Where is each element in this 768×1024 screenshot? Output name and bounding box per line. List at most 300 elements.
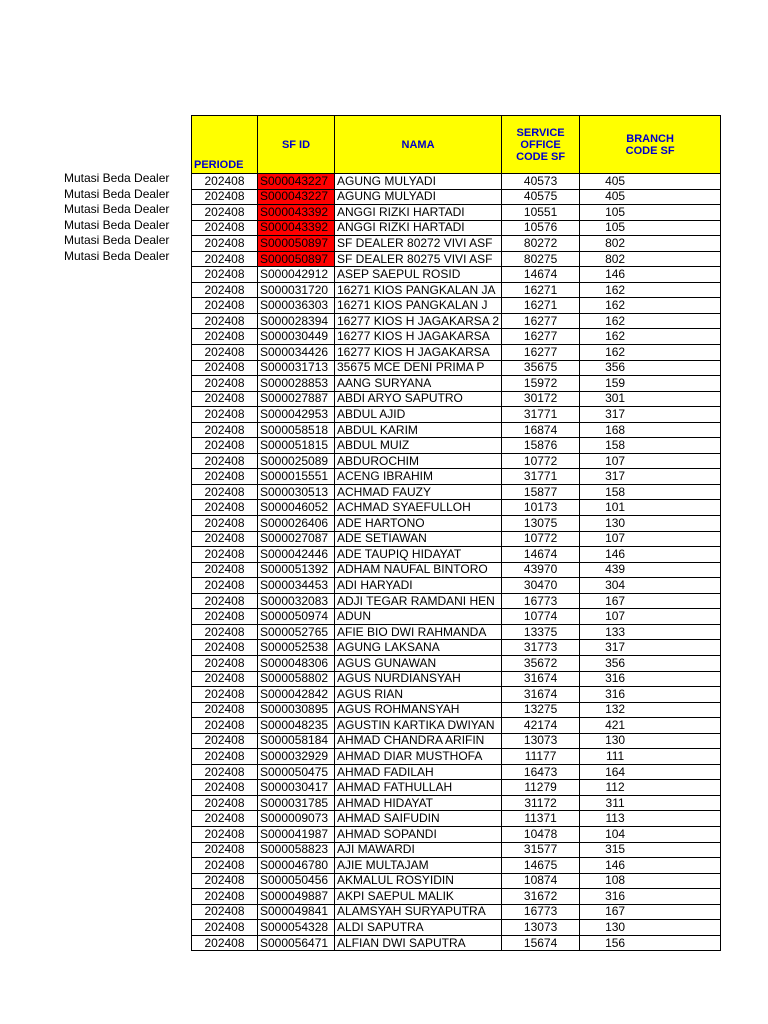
cell-service-office[interactable]: 30470: [502, 578, 580, 594]
cell-branch-value: 802: [605, 235, 626, 250]
cell-nama[interactable]: 16271 KIOS PANGKALAN JA: [335, 282, 502, 298]
cell-branch-value: 316: [605, 671, 626, 686]
cell-periode[interactable]: 202408: [192, 453, 258, 469]
cell-periode[interactable]: 202408: [192, 220, 258, 236]
cell-branch-value: 421: [605, 717, 626, 732]
cell-nama[interactable]: SF DEALER 80272 VIVI ASF: [335, 236, 502, 252]
cell-branch-value: 167: [605, 904, 626, 919]
table-row: [192, 500, 721, 516]
cell-nama[interactable]: AGUNG MULYADI: [335, 174, 502, 190]
note-label: Mutasi Beda Dealer: [64, 248, 170, 263]
cell-branch-value: 130: [605, 920, 626, 935]
cell-branch-value: 301: [605, 391, 626, 406]
cell-periode[interactable]: 202408: [192, 904, 258, 920]
cell-periode[interactable]: 202408: [192, 935, 258, 951]
cell-periode[interactable]: 202408: [192, 531, 258, 547]
cell-periode[interactable]: 202408: [192, 811, 258, 827]
cell-branch[interactable]: [580, 640, 721, 656]
cell-sf-id[interactable]: S000030513: [258, 484, 335, 500]
table-row: [192, 516, 721, 532]
cell-periode[interactable]: 202408: [192, 718, 258, 734]
cell-sf-id[interactable]: S000042842: [258, 687, 335, 703]
cell-nama[interactable]: AGUS ROHMANSYAH: [335, 702, 502, 718]
cell-branch-value: 156: [605, 935, 626, 950]
cell-sf-id[interactable]: S000031713: [258, 360, 335, 376]
cell-sf-id[interactable]: S000051815: [258, 438, 335, 454]
cell-sf-id[interactable]: S000031785: [258, 795, 335, 811]
cell-branch[interactable]: [580, 873, 721, 889]
cell-periode[interactable]: 202408: [192, 407, 258, 423]
header-sf-id[interactable]: SF ID: [258, 116, 335, 174]
cell-sf-id[interactable]: S000030417: [258, 780, 335, 796]
cell-service-office[interactable]: 16773: [502, 904, 580, 920]
cell-branch-value: 105: [605, 220, 626, 235]
cell-sf-id[interactable]: S000009073: [258, 811, 335, 827]
cell-service-office[interactable]: 30172: [502, 391, 580, 407]
cell-sf-id[interactable]: S000058518: [258, 422, 335, 438]
cell-periode[interactable]: 202408: [192, 438, 258, 454]
cell-sf-id[interactable]: S000051392: [258, 562, 335, 578]
cell-service-office[interactable]: 31172: [502, 795, 580, 811]
note-label: Mutasi Beda Dealer: [64, 186, 170, 201]
cell-branch[interactable]: [580, 687, 721, 703]
cell-sf-id[interactable]: S000028853: [258, 376, 335, 392]
cell-branch-value: 317: [605, 406, 626, 421]
cell-branch[interactable]: [580, 422, 721, 438]
cell-sf-id[interactable]: S000049887: [258, 889, 335, 905]
cell-nama[interactable]: AFIE BIO DWI RAHMANDA: [335, 624, 502, 640]
cell-service-office[interactable]: 16874: [502, 422, 580, 438]
cell-branch-value: 101: [605, 500, 626, 515]
cell-sf-id[interactable]: S000056471: [258, 935, 335, 951]
cell-branch[interactable]: [580, 562, 721, 578]
cell-sf-id[interactable]: S000046052: [258, 500, 335, 516]
cell-service-office[interactable]: 31672: [502, 889, 580, 905]
cell-periode[interactable]: 202408: [192, 391, 258, 407]
cell-nama[interactable]: ACHMAD FAUZY: [335, 484, 502, 500]
cell-branch[interactable]: [580, 811, 721, 827]
cell-branch-value: 111: [605, 749, 625, 763]
cell-service-office[interactable]: 31773: [502, 640, 580, 656]
cell-service-office[interactable]: 80272: [502, 236, 580, 252]
table-row: [192, 407, 721, 423]
cell-sf-id[interactable]: S000058184: [258, 733, 335, 749]
cell-branch[interactable]: [580, 624, 721, 640]
table-row: [192, 391, 721, 407]
cell-periode[interactable]: 202408: [192, 702, 258, 718]
cell-periode[interactable]: 202408: [192, 609, 258, 625]
cell-nama[interactable]: AGUSTIN KARTIKA DWIYAN: [335, 718, 502, 734]
cell-branch[interactable]: [580, 671, 721, 687]
cell-service-office[interactable]: 31674: [502, 671, 580, 687]
cell-nama[interactable]: AGUNG LAKSANA: [335, 640, 502, 656]
cell-service-office[interactable]: 35672: [502, 655, 580, 671]
cell-periode[interactable]: 202408: [192, 593, 258, 609]
cell-branch[interactable]: [580, 609, 721, 625]
cell-periode[interactable]: 202408: [192, 484, 258, 500]
cell-periode[interactable]: 202408: [192, 422, 258, 438]
cell-service-office[interactable]: 13375: [502, 624, 580, 640]
cell-sf-id[interactable]: S000042953: [258, 407, 335, 423]
cell-service-office[interactable]: 15674: [502, 935, 580, 951]
cell-branch[interactable]: [580, 251, 721, 267]
cell-periode[interactable]: 202408: [192, 795, 258, 811]
cell-branch[interactable]: [580, 345, 721, 361]
cell-periode[interactable]: 202408: [192, 298, 258, 314]
cell-branch[interactable]: [580, 189, 721, 205]
cell-branch-value: 167: [605, 593, 626, 608]
cell-service-office[interactable]: 16277: [502, 329, 580, 345]
cell-periode[interactable]: 202408: [192, 624, 258, 640]
cell-periode[interactable]: 202408: [192, 205, 258, 221]
cell-periode[interactable]: 202408: [192, 516, 258, 532]
cell-service-office[interactable]: 35675: [502, 360, 580, 376]
cell-periode[interactable]: 202408: [192, 469, 258, 485]
cell-periode[interactable]: 202408: [192, 267, 258, 283]
cell-nama[interactable]: AHMAD FATHULLAH: [335, 780, 502, 796]
cell-sf-id[interactable]: S000042446: [258, 547, 335, 563]
cell-service-office[interactable]: 10774: [502, 609, 580, 625]
cell-sf-id[interactable]: S000043227: [258, 189, 335, 205]
cell-service-office[interactable]: 10173: [502, 500, 580, 516]
cell-branch[interactable]: [580, 780, 721, 796]
cell-service-office[interactable]: 13073: [502, 920, 580, 936]
cell-periode[interactable]: 202408: [192, 500, 258, 516]
cell-branch[interactable]: [580, 500, 721, 516]
table-row: [192, 671, 721, 687]
cell-nama[interactable]: AHMAD CHANDRA ARIFIN: [335, 733, 502, 749]
header-periode[interactable]: PERIODE: [192, 116, 258, 174]
cell-service-office[interactable]: 14675: [502, 858, 580, 874]
cell-service-office[interactable]: 10576: [502, 220, 580, 236]
cell-nama[interactable]: 16277 KIOS H JAGAKARSA 2: [335, 313, 502, 329]
cell-nama[interactable]: ADJI TEGAR RAMDANI HEN: [335, 593, 502, 609]
cell-sf-id[interactable]: S000052765: [258, 624, 335, 640]
cell-sf-id[interactable]: S000041987: [258, 826, 335, 842]
cell-sf-id[interactable]: S000043227: [258, 174, 335, 190]
cell-sf-id[interactable]: S000027887: [258, 391, 335, 407]
cell-periode[interactable]: 202408: [192, 749, 258, 765]
cell-branch-value: 405: [605, 173, 626, 188]
cell-sf-id[interactable]: S000032083: [258, 593, 335, 609]
cell-nama[interactable]: ADHAM NAUFAL BINTORO: [335, 562, 502, 578]
cell-sf-id[interactable]: S000027087: [258, 531, 335, 547]
cell-sf-id[interactable]: S000032929: [258, 749, 335, 765]
cell-service-office[interactable]: 40573: [502, 174, 580, 190]
cell-periode[interactable]: 202408: [192, 313, 258, 329]
cell-nama[interactable]: AKPI SAEPUL MALIK: [335, 889, 502, 905]
cell-periode[interactable]: 202408: [192, 920, 258, 936]
cell-branch[interactable]: [580, 764, 721, 780]
cell-service-office[interactable]: 14674: [502, 267, 580, 283]
cell-branch[interactable]: [580, 904, 721, 920]
cell-nama[interactable]: ASEP SAEPUL ROSID: [335, 267, 502, 283]
table-row: [192, 764, 721, 780]
cell-sf-id[interactable]: S000048306: [258, 655, 335, 671]
cell-service-office[interactable]: 13075: [502, 516, 580, 532]
cell-periode[interactable]: 202408: [192, 687, 258, 703]
table-row: [192, 858, 721, 874]
cell-nama[interactable]: AHMAD HIDAYAT: [335, 795, 502, 811]
cell-periode[interactable]: 202408: [192, 547, 258, 563]
cell-nama[interactable]: AGUS RIAN: [335, 687, 502, 703]
table-row: [192, 189, 721, 205]
table-row: [192, 904, 721, 920]
cell-sf-id[interactable]: S000050974: [258, 609, 335, 625]
cell-nama[interactable]: AJI MAWARDI: [335, 842, 502, 858]
cell-service-office[interactable]: 80275: [502, 251, 580, 267]
cell-service-office[interactable]: 10551: [502, 205, 580, 221]
cell-nama[interactable]: AJIE MULTAJAM: [335, 858, 502, 874]
cell-branch[interactable]: [580, 267, 721, 283]
cell-nama[interactable]: ALFIAN DWI SAPUTRA: [335, 935, 502, 951]
cell-sf-id[interactable]: S000046780: [258, 858, 335, 874]
cell-service-office[interactable]: 16271: [502, 282, 580, 298]
table-row: [192, 578, 721, 594]
cell-branch[interactable]: [580, 749, 721, 765]
cell-nama[interactable]: ABDI ARYO SAPUTRO: [335, 391, 502, 407]
cell-sf-id[interactable]: S000050897: [258, 236, 335, 252]
cell-service-office[interactable]: 31674: [502, 687, 580, 703]
cell-nama[interactable]: AGUS NURDIANSYAH: [335, 671, 502, 687]
cell-service-office[interactable]: 40575: [502, 189, 580, 205]
cell-branch[interactable]: [580, 220, 721, 236]
cell-periode[interactable]: 202408: [192, 889, 258, 905]
cell-branch[interactable]: [580, 391, 721, 407]
cell-branch[interactable]: [580, 935, 721, 951]
cell-branch[interactable]: [580, 920, 721, 936]
table-row: [192, 562, 721, 578]
cell-nama[interactable]: AHMAD SAIFUDIN: [335, 811, 502, 827]
cell-nama[interactable]: ACENG IBRAHIM: [335, 469, 502, 485]
cell-service-office[interactable]: 10478: [502, 826, 580, 842]
cell-service-office[interactable]: 16277: [502, 313, 580, 329]
cell-nama[interactable]: AHMAD FADILAH: [335, 764, 502, 780]
cell-branch[interactable]: [580, 858, 721, 874]
cell-branch[interactable]: [580, 407, 721, 423]
cell-branch-value: 112: [605, 780, 625, 795]
cell-branch[interactable]: [580, 702, 721, 718]
cell-sf-id[interactable]: S000049841: [258, 904, 335, 920]
cell-periode[interactable]: 202408: [192, 376, 258, 392]
cell-service-office[interactable]: 15877: [502, 484, 580, 500]
cell-service-office[interactable]: 31771: [502, 407, 580, 423]
cell-branch[interactable]: [580, 438, 721, 454]
cell-nama[interactable]: 16271 KIOS PANGKALAN J: [335, 298, 502, 314]
cell-service-office[interactable]: 16773: [502, 593, 580, 609]
cell-sf-id[interactable]: S000028394: [258, 313, 335, 329]
table-row: [192, 609, 721, 625]
cell-nama[interactable]: 35675 MCE DENI PRIMA P: [335, 360, 502, 376]
cell-periode[interactable]: 202408: [192, 842, 258, 858]
cell-sf-id[interactable]: S000052538: [258, 640, 335, 656]
cell-branch[interactable]: [580, 313, 721, 329]
cell-branch[interactable]: [580, 516, 721, 532]
cell-branch[interactable]: [580, 733, 721, 749]
cell-nama[interactable]: AANG SURYANA: [335, 376, 502, 392]
cell-branch[interactable]: [580, 531, 721, 547]
cell-service-office[interactable]: 43970: [502, 562, 580, 578]
cell-nama[interactable]: ALDI SAPUTRA: [335, 920, 502, 936]
cell-branch[interactable]: [580, 578, 721, 594]
cell-branch[interactable]: [580, 484, 721, 500]
cell-service-office[interactable]: 11371: [502, 811, 580, 827]
cell-service-office[interactable]: 31577: [502, 842, 580, 858]
table-row: [192, 469, 721, 485]
cell-branch[interactable]: [580, 376, 721, 392]
table-row: [192, 780, 721, 796]
cell-service-office[interactable]: 16271: [502, 298, 580, 314]
cell-sf-id[interactable]: S000034426: [258, 345, 335, 361]
cell-nama[interactable]: ALAMSYAH SURYAPUTRA: [335, 904, 502, 920]
cell-nama[interactable]: SF DEALER 80275 VIVI ASF: [335, 251, 502, 267]
cell-sf-id[interactable]: S000058823: [258, 842, 335, 858]
cell-branch-value: 317: [605, 640, 626, 655]
cell-nama[interactable]: ADE HARTONO: [335, 516, 502, 532]
table-row: [192, 640, 721, 656]
cell-nama[interactable]: ANGGI RIZKI HARTADI: [335, 220, 502, 236]
table-row: [192, 531, 721, 547]
cell-nama[interactable]: ADI HARYADI: [335, 578, 502, 594]
cell-nama[interactable]: ABDUL KARIM: [335, 422, 502, 438]
cell-nama[interactable]: ADUN: [335, 609, 502, 625]
cell-periode[interactable]: 202408: [192, 764, 258, 780]
cell-periode[interactable]: 202408: [192, 733, 258, 749]
cell-branch[interactable]: [580, 718, 721, 734]
table-row: [192, 345, 721, 361]
cell-service-office[interactable]: 16473: [502, 764, 580, 780]
cell-sf-id[interactable]: S000042912: [258, 267, 335, 283]
cell-nama[interactable]: AHMAD DIAR MUSTHOFA: [335, 749, 502, 765]
cell-branch-value: 164: [605, 764, 626, 779]
cell-nama[interactable]: ACHMAD SYAEFULLOH: [335, 500, 502, 516]
cell-sf-id[interactable]: S000043392: [258, 205, 335, 221]
cell-periode[interactable]: 202408: [192, 578, 258, 594]
cell-sf-id[interactable]: S000030449: [258, 329, 335, 345]
cell-service-office[interactable]: 16277: [502, 345, 580, 361]
cell-service-office[interactable]: 10772: [502, 453, 580, 469]
cell-sf-id[interactable]: S000043392: [258, 220, 335, 236]
cell-periode[interactable]: 202408: [192, 174, 258, 190]
cell-sf-id[interactable]: S000036303: [258, 298, 335, 314]
cell-periode[interactable]: 202408: [192, 329, 258, 345]
cell-branch[interactable]: [580, 655, 721, 671]
cell-nama[interactable]: ABDUROCHIM: [335, 453, 502, 469]
table-row: [192, 360, 721, 376]
cell-sf-id[interactable]: S000058802: [258, 671, 335, 687]
cell-sf-id[interactable]: S000050475: [258, 764, 335, 780]
header-service-office-code[interactable]: SERVICE OFFICE CODE SF: [502, 116, 580, 174]
cell-nama[interactable]: ANGGI RIZKI HARTADI: [335, 205, 502, 221]
cell-branch[interactable]: [580, 453, 721, 469]
cell-sf-id[interactable]: S000030895: [258, 702, 335, 718]
cell-periode[interactable]: 202408: [192, 282, 258, 298]
cell-sf-id[interactable]: S000048235: [258, 718, 335, 734]
cell-service-office[interactable]: 11177: [502, 749, 580, 765]
cell-branch[interactable]: [580, 795, 721, 811]
cell-periode[interactable]: 202408: [192, 189, 258, 205]
cell-service-office[interactable]: 42174: [502, 718, 580, 734]
note-label: Mutasi Beda Dealer: [64, 217, 170, 232]
cell-service-office[interactable]: 15876: [502, 438, 580, 454]
cell-branch[interactable]: [580, 593, 721, 609]
cell-periode[interactable]: 202408: [192, 345, 258, 361]
cell-periode[interactable]: 202408: [192, 360, 258, 376]
cell-branch[interactable]: [580, 469, 721, 485]
cell-sf-id[interactable]: S000031720: [258, 282, 335, 298]
cell-periode[interactable]: 202408: [192, 640, 258, 656]
cell-branch[interactable]: [580, 826, 721, 842]
cell-periode[interactable]: 202408: [192, 858, 258, 874]
cell-branch[interactable]: [580, 889, 721, 905]
cell-periode[interactable]: 202408: [192, 873, 258, 889]
cell-service-office[interactable]: 11279: [502, 780, 580, 796]
cell-nama[interactable]: ADE TAUPIQ HIDAYAT: [335, 547, 502, 563]
cell-branch-value: 162: [605, 329, 626, 344]
cell-service-office[interactable]: 14674: [502, 547, 580, 563]
cell-branch-value: 315: [605, 842, 626, 857]
cell-nama[interactable]: ABDUL MUIZ: [335, 438, 502, 454]
cell-branch-value: 132: [605, 702, 626, 717]
cell-branch[interactable]: [580, 205, 721, 221]
cell-sf-id[interactable]: S000015551: [258, 469, 335, 485]
cell-service-office[interactable]: 13073: [502, 733, 580, 749]
cell-nama[interactable]: 16277 KIOS H JAGAKARSA: [335, 329, 502, 345]
note-label: Mutasi Beda Dealer: [64, 233, 170, 248]
cell-branch[interactable]: [580, 174, 721, 190]
cell-sf-id[interactable]: S000026406: [258, 516, 335, 532]
cell-periode[interactable]: 202408: [192, 236, 258, 252]
header-nama[interactable]: NAMA: [335, 116, 502, 174]
cell-periode[interactable]: 202408: [192, 780, 258, 796]
cell-service-office[interactable]: 10772: [502, 531, 580, 547]
cell-branch[interactable]: [580, 842, 721, 858]
cell-sf-id[interactable]: S000025089: [258, 453, 335, 469]
cell-branch[interactable]: [580, 360, 721, 376]
cell-service-office[interactable]: 15972: [502, 376, 580, 392]
cell-sf-id[interactable]: S000050897: [258, 251, 335, 267]
cell-nama[interactable]: AGUNG MULYADI: [335, 189, 502, 205]
cell-branch[interactable]: [580, 298, 721, 314]
cell-service-office[interactable]: 10874: [502, 873, 580, 889]
cell-nama[interactable]: AKMALUL ROSYIDIN: [335, 873, 502, 889]
cell-branch[interactable]: [580, 236, 721, 252]
cell-nama[interactable]: AGUS GUNAWAN: [335, 655, 502, 671]
cell-sf-id[interactable]: S000054328: [258, 920, 335, 936]
cell-nama[interactable]: AHMAD SOPANDI: [335, 826, 502, 842]
header-branch-code[interactable]: [580, 116, 721, 174]
cell-branch-value: 130: [605, 733, 626, 748]
cell-service-office[interactable]: 13275: [502, 702, 580, 718]
cell-nama[interactable]: 16277 KIOS H JAGAKARSA: [335, 345, 502, 361]
cell-branch[interactable]: [580, 547, 721, 563]
cell-periode[interactable]: 202408: [192, 671, 258, 687]
cell-periode[interactable]: 202408: [192, 826, 258, 842]
cell-service-office[interactable]: 31771: [502, 469, 580, 485]
cell-periode[interactable]: 202408: [192, 562, 258, 578]
table-row: [192, 282, 721, 298]
cell-branch[interactable]: [580, 282, 721, 298]
cell-nama[interactable]: ABDUL AJID: [335, 407, 502, 423]
cell-sf-id[interactable]: S000050456: [258, 873, 335, 889]
cell-periode[interactable]: 202408: [192, 655, 258, 671]
cell-branch-value: 107: [605, 531, 626, 546]
cell-sf-id[interactable]: S000034453: [258, 578, 335, 594]
cell-periode[interactable]: 202408: [192, 251, 258, 267]
cell-nama[interactable]: ADE SETIAWAN: [335, 531, 502, 547]
cell-branch[interactable]: [580, 329, 721, 345]
cell-branch-value: 107: [605, 453, 626, 468]
